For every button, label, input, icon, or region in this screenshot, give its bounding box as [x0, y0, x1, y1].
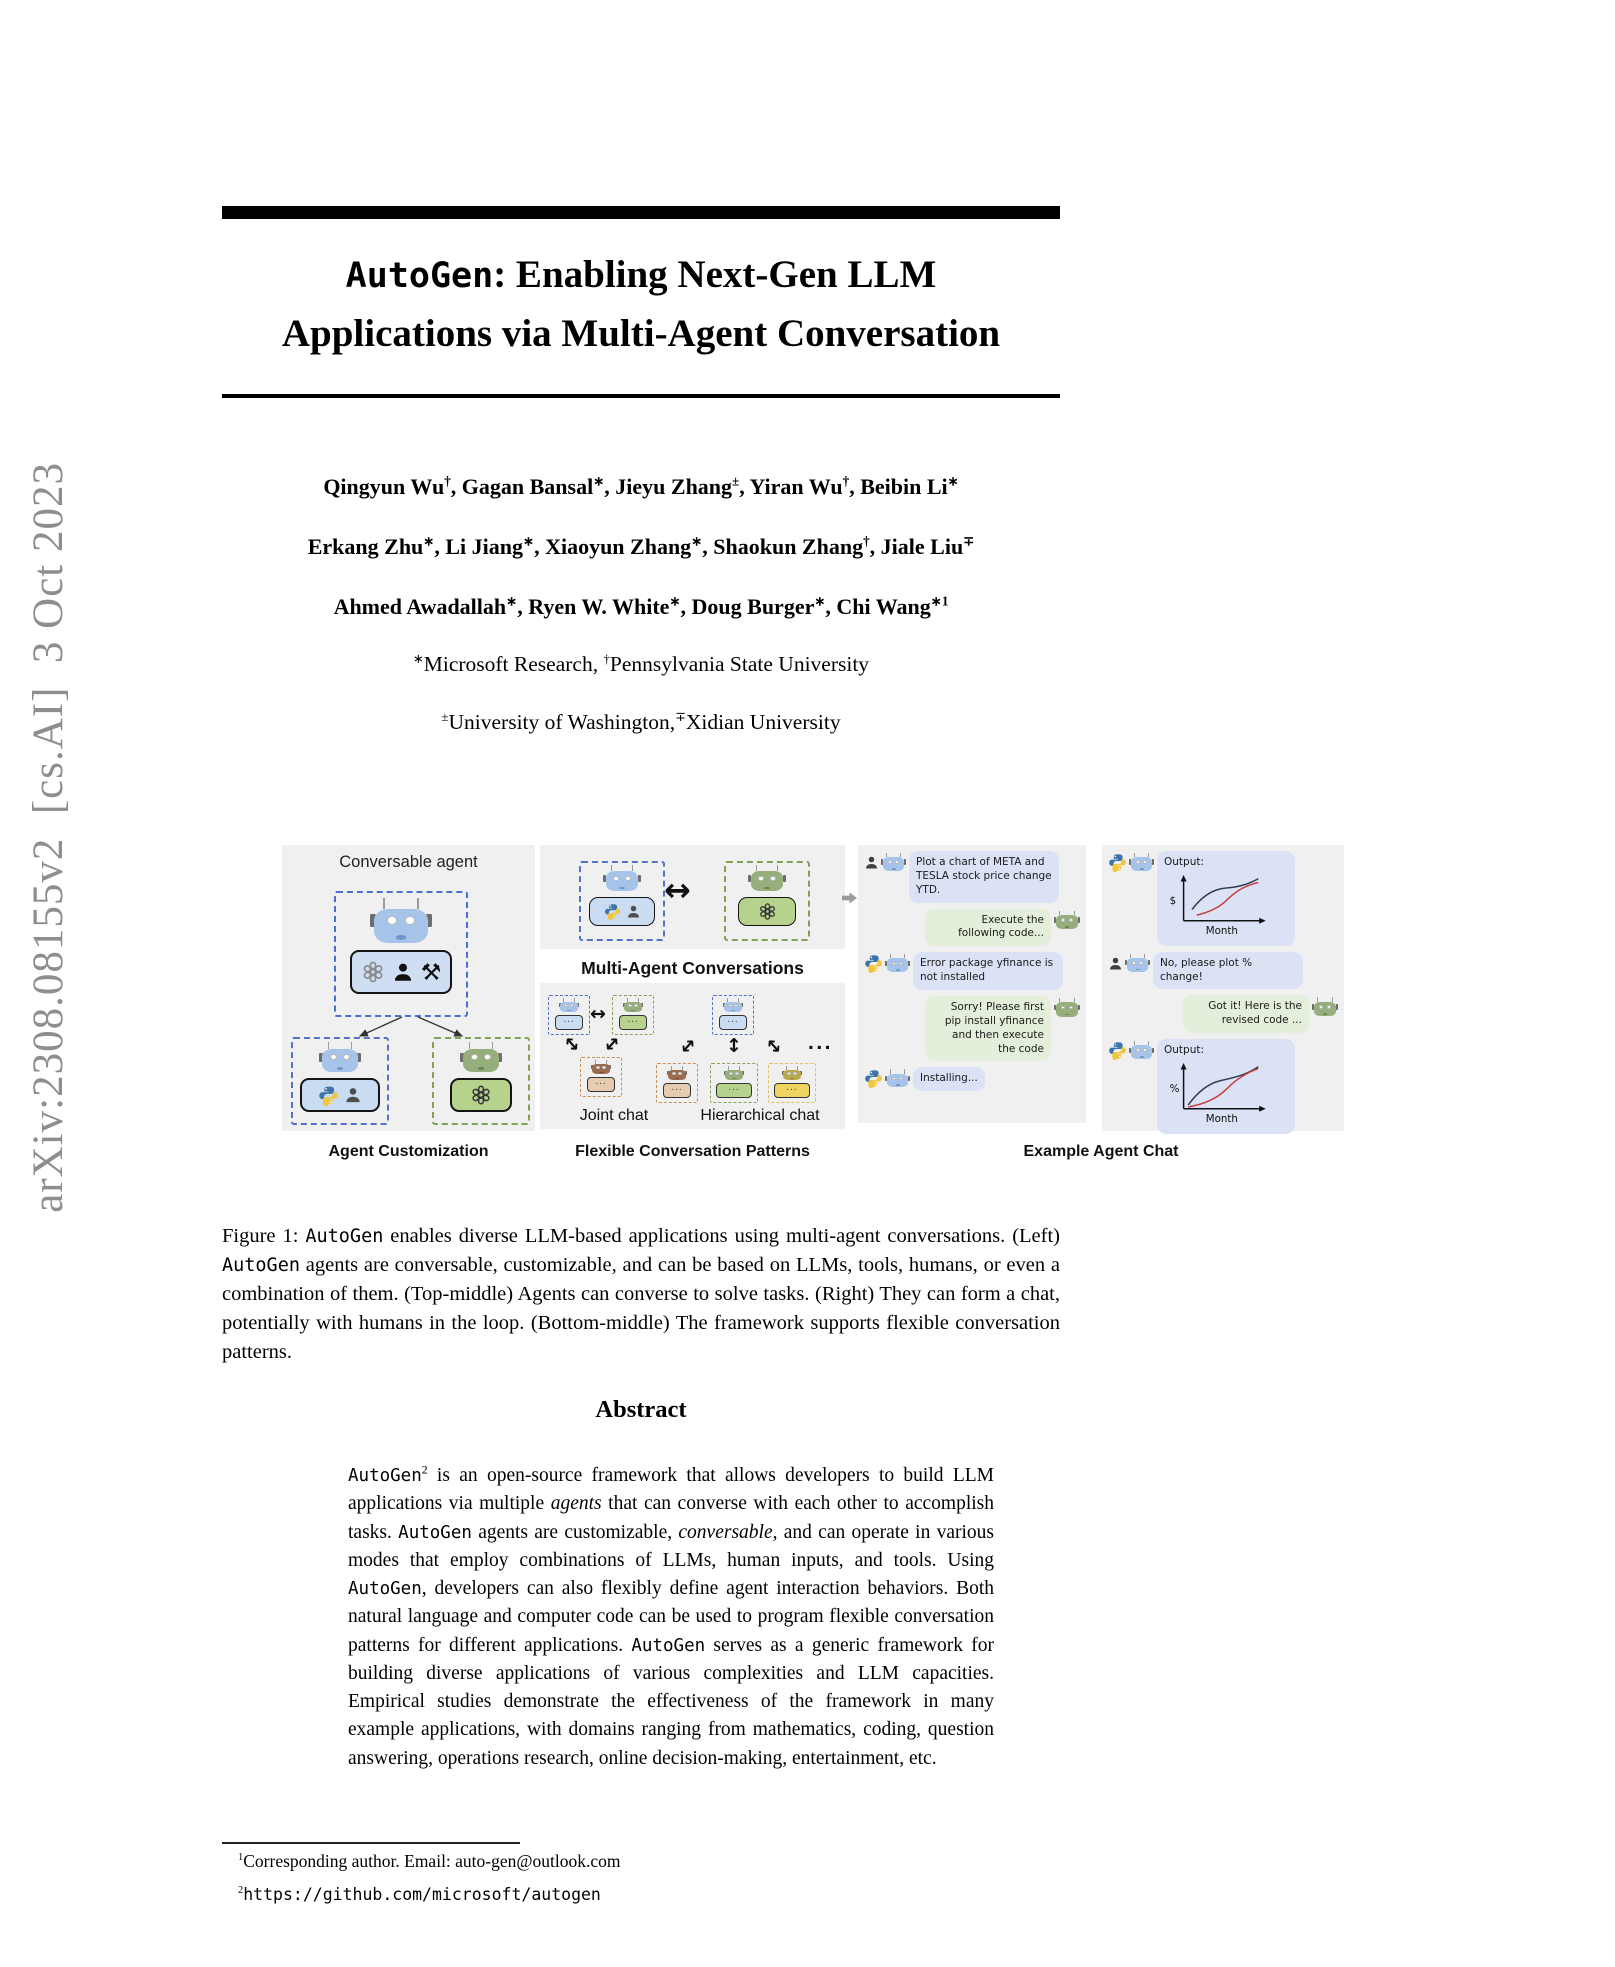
text-segment: , Gagan Bansal — [450, 474, 594, 499]
text-segment: ∗ — [947, 473, 959, 489]
text-segment: University of Washington, — [448, 710, 676, 734]
output-plot — [1164, 894, 1276, 939]
chat-message — [1108, 952, 1338, 990]
text-segment: AutoGen — [348, 1466, 422, 1486]
robot-part — [1140, 1056, 1144, 1058]
chat-bubble — [1157, 1039, 1295, 1134]
paper-title — [222, 246, 1060, 363]
sender-icons — [1108, 851, 1154, 872]
robot-part — [634, 1004, 637, 1007]
robot-part — [1323, 1013, 1327, 1015]
person-icon — [1108, 956, 1123, 971]
chat-text: Error package yfinance is not installed — [920, 957, 1054, 984]
author-line-2 — [222, 534, 1060, 560]
double-arrow-icon: ↔ — [598, 1030, 626, 1058]
text-segment: 2 — [421, 1463, 428, 1477]
robot-part — [351, 1042, 352, 1049]
chat-text: Got it! Here is the revised code ... — [1208, 1000, 1302, 1027]
text-segment: , Li Jiang — [434, 534, 523, 559]
robot-icon — [724, 1066, 744, 1081]
panel-agent-customization — [282, 845, 535, 1131]
robot-part — [564, 1004, 567, 1007]
chat-message — [864, 851, 1080, 903]
sender-icons — [864, 952, 910, 973]
robot-part — [1069, 918, 1073, 922]
person-icon — [392, 961, 414, 983]
text-segment: Applications via Multi-Agent Conversation — [281, 311, 1001, 355]
robot-part — [478, 1067, 485, 1070]
robot-part — [1078, 917, 1080, 922]
robot-icon — [591, 1060, 611, 1075]
chat-message — [864, 1067, 1080, 1091]
title-line-2 — [222, 305, 1060, 364]
person-icon — [864, 855, 879, 870]
abstract-heading: Abstract — [595, 1396, 687, 1423]
conversable-agent-label: Conversable agent — [339, 853, 478, 871]
sender-icons — [1108, 1039, 1154, 1060]
person-icon — [626, 904, 641, 919]
text-segment: , Beibin Li — [849, 474, 948, 499]
robot-part — [1136, 860, 1140, 864]
tiny-pill: ... — [587, 1077, 615, 1092]
text-segment: Qingyun Wu — [323, 474, 445, 499]
chat-text: Plot a chart of META and TESLA stock price change YTD. — [916, 856, 1052, 896]
robot-part — [625, 876, 631, 881]
sender-icons — [1108, 952, 1150, 973]
openai-icon — [361, 960, 385, 984]
chat-bubble — [913, 952, 1063, 990]
robot-part — [1078, 1005, 1080, 1010]
text-segment: , developers can also flexibly define agent interaction behaviors. Both natural language and computer code can be used to program flexible conversation patterns for different applications. — [348, 1578, 994, 1656]
robot-part — [908, 1076, 910, 1081]
robot-icon — [319, 1042, 361, 1074]
robot-icon — [885, 1069, 910, 1088]
tiny-pill: ... — [774, 1083, 810, 1098]
robot-part — [1152, 859, 1154, 864]
text-segment: ∗ — [523, 533, 535, 549]
text-segment: agents are conversable, customizable, and can be based on LLMs, tools, humans, or even a combination of them. (Top-middle) Agents can converse to solve tasks. (Right) They can form a chat, potentially with humans in the loop. (Bottom-middle) The framework supports flexible conversation patterns. — [222, 1254, 1060, 1364]
tools-icon: ⚒ — [420, 958, 442, 985]
robot-part — [896, 1084, 900, 1086]
svg-text:$: $ — [1169, 894, 1177, 907]
sender-icons — [1054, 909, 1080, 931]
figure-1 — [240, 845, 1360, 1175]
robot-icon — [1129, 1041, 1154, 1060]
robot-part — [728, 1004, 731, 1007]
text-segment: 2 — [238, 1885, 244, 1897]
robot-part — [729, 1072, 732, 1075]
chat-bubble — [1153, 952, 1303, 990]
text-segment: , Ryen W. White — [517, 594, 670, 619]
text-segment: ∗ — [691, 533, 703, 549]
tiny-pill: ... — [663, 1083, 691, 1098]
robot-icon — [885, 954, 910, 973]
text-segment: AutoGen — [345, 256, 494, 296]
double-arrow-icon: ↔ — [558, 1030, 586, 1058]
output-plot — [1164, 1082, 1276, 1127]
text-segment: enables diverse LLM-based applications using multi-agent conversations. (Left) — [383, 1225, 1060, 1247]
text-segment: ± — [441, 709, 449, 724]
robot-part — [1132, 961, 1136, 965]
text-segment: agents — [550, 1493, 602, 1515]
chat-text: Installing... — [920, 1072, 978, 1085]
tiny-pill: ... — [555, 1015, 583, 1030]
caption-agent-customization: Agent Customization — [328, 1143, 489, 1160]
robot-part — [672, 1072, 675, 1075]
double-arrow-icon: ↔ — [674, 1032, 702, 1060]
double-arrow-icon: ↔ — [590, 1003, 606, 1025]
robot-part — [632, 865, 633, 871]
robot-icon — [1054, 998, 1080, 1018]
affiliation-line-2 — [222, 710, 1060, 735]
svg-text:Month: Month — [1205, 924, 1238, 936]
chat-bubble — [1157, 851, 1295, 946]
tiny-agent-green — [612, 995, 654, 1035]
hierarchical-chat-label: Hierarchical chat — [700, 1107, 820, 1124]
robot-part — [1327, 1005, 1331, 1009]
text-segment: Pennsylvania State University — [609, 652, 870, 676]
text-segment: AutoGen — [631, 1635, 706, 1656]
robot-icon — [782, 1066, 802, 1081]
tiny-agent-brown — [656, 1063, 698, 1103]
tiny-pill: ... — [716, 1083, 752, 1098]
robot-part — [628, 1004, 631, 1007]
capability-pill — [450, 1078, 512, 1112]
robot-part — [343, 1054, 350, 1060]
robot-icon — [1125, 954, 1150, 973]
robot-part — [896, 969, 900, 971]
robot-part — [1332, 997, 1333, 1001]
sender-icons — [864, 851, 906, 872]
robot-part — [892, 1077, 896, 1081]
text-segment: AutoGen — [222, 1255, 300, 1277]
text-segment: AutoGen — [348, 1579, 422, 1600]
text-segment: ∗ — [593, 473, 605, 489]
caption-flexible-patterns: Flexible Conversation Patterns — [575, 1143, 810, 1160]
text-segment: , Jiale Liu — [869, 534, 964, 559]
text-segment: † — [863, 533, 870, 549]
text-segment: † — [842, 473, 850, 489]
ellipsis-label: ... — [808, 1031, 834, 1054]
chat-message — [864, 996, 1080, 1061]
agent-box-llm-human — [291, 1037, 389, 1125]
robot-icon — [748, 865, 786, 893]
svg-text:%: % — [1169, 1082, 1180, 1095]
multi-agent-conversations-label: Multi-Agent Conversations — [581, 958, 804, 978]
text-segment: ∗ — [506, 593, 518, 609]
text-segment: , Xiaoyun Zhang — [534, 534, 692, 559]
title-rule-top — [222, 206, 1060, 219]
text-segment: Ahmed Awadallah — [333, 594, 507, 619]
python-icon — [1108, 1041, 1127, 1060]
robot-part — [417, 898, 419, 909]
robot-part — [888, 860, 892, 864]
author-line-3 — [222, 594, 1060, 620]
python-icon — [1108, 853, 1127, 872]
capability-pill — [589, 897, 655, 926]
panel-multi-agent-conversations — [540, 845, 845, 949]
robot-part — [328, 1042, 329, 1049]
robot-part — [904, 859, 906, 864]
chat-bubble — [909, 851, 1059, 903]
text-segment: ∗ — [814, 593, 826, 609]
svg-text:Month: Month — [1205, 1112, 1238, 1125]
arxiv-watermark: arXiv:2308.08155v2 [cs.AI] 3 Oct 2023 — [25, 462, 72, 1213]
abstract-body — [348, 1462, 994, 1773]
tiny-pill: ... — [719, 1015, 747, 1030]
text-segment: ∓ — [675, 709, 686, 724]
text-segment: is an open-source framework that allows developers to build LLM applications via multiple — [348, 1465, 994, 1515]
robot-part — [469, 1042, 470, 1049]
chat-panel-right — [1102, 845, 1344, 1131]
robot-part — [1139, 961, 1143, 965]
chat-text: Execute the following code... — [958, 913, 1044, 940]
tiny-agent-brown — [580, 1057, 622, 1097]
robot-part — [770, 876, 776, 881]
robot-part — [602, 1066, 605, 1069]
tiny-pill: ... — [619, 1015, 647, 1030]
robot-part — [892, 868, 896, 870]
chat-bubble — [1183, 995, 1309, 1033]
robot-part — [1140, 868, 1144, 870]
robot-part — [1152, 1048, 1154, 1053]
text-segment: ∗ — [669, 593, 681, 609]
python-icon — [318, 1085, 339, 1106]
flow-arrow-icon — [842, 891, 857, 910]
chat-bubble — [913, 1067, 985, 1091]
capability-pill — [350, 950, 452, 994]
robot-part — [678, 1072, 681, 1075]
branch-arrows — [282, 1015, 535, 1039]
python-icon — [864, 954, 883, 973]
joint-chat-label: Joint chat — [579, 1107, 649, 1124]
robot-part — [492, 1042, 493, 1049]
sender-icons — [1312, 995, 1338, 1017]
text-segment: serves as a generic framework for building diverse applications of various complexities and LLM capacities. Empirical studies demonstrate the effectiveness of the framework in many example applications, with domains ranging from mathematics, coding, question answering, operations research, online decision-making, entertainment, etc. — [348, 1634, 994, 1769]
chat-text: Output: — [1164, 1044, 1205, 1057]
affiliation-line-1 — [222, 652, 1060, 677]
footnote-1 — [238, 1851, 998, 1872]
chat-message — [1108, 995, 1338, 1033]
chat-panel-left — [858, 845, 1086, 1123]
robot-icon — [623, 998, 643, 1013]
tiny-agent-blue — [548, 995, 590, 1035]
robot-part — [570, 1004, 573, 1007]
text-segment: AutoGen — [398, 1522, 472, 1543]
python-icon — [864, 1069, 883, 1088]
text-segment: 1 — [238, 1852, 244, 1864]
text-segment: Corresponding author. Email: auto-gen@outlook.com — [243, 1851, 621, 1871]
tiny-agent-yellow — [768, 1063, 816, 1103]
robot-part — [1148, 960, 1150, 965]
text-segment: : Enabling Next-Gen LLM — [493, 253, 937, 296]
person-icon — [344, 1086, 362, 1104]
chat-message — [1108, 1039, 1338, 1134]
chat-bubble — [925, 996, 1051, 1061]
tiny-agent-green — [710, 1063, 758, 1103]
robot-part — [892, 962, 896, 966]
text-segment: ∗ — [423, 533, 435, 549]
robot-icon — [1129, 853, 1154, 872]
robot-part — [735, 1072, 738, 1075]
text-segment: Erkang Zhu — [307, 534, 424, 559]
text-segment: Figure 1: — [222, 1225, 306, 1247]
robot-part — [1336, 1004, 1338, 1009]
capability-pill — [300, 1078, 380, 1112]
robot-icon — [370, 898, 432, 946]
chat-bubble — [925, 909, 1051, 947]
github-link[interactable]: https://github.com/microsoft/autogen — [243, 1885, 601, 1904]
robot-part — [596, 1066, 599, 1069]
robot-icon — [1312, 997, 1338, 1017]
chat-message — [1108, 851, 1338, 946]
robot-icon — [723, 998, 743, 1013]
capability-pill — [738, 897, 796, 926]
text-segment: ∓ — [963, 533, 975, 549]
agent-box-llm — [724, 861, 810, 941]
text-segment: , Doug Burger — [680, 594, 815, 619]
robot-part — [1136, 969, 1140, 971]
text-segment: , Jieyu Zhang — [604, 474, 733, 499]
robot-part — [1319, 1005, 1323, 1009]
robot-part — [1136, 1048, 1140, 1052]
text-segment: , Shaokun Zhang — [702, 534, 864, 559]
openai-icon — [470, 1084, 492, 1106]
robot-part — [387, 916, 397, 925]
text-segment: † — [603, 651, 610, 666]
robot-part — [638, 875, 641, 883]
text-segment: † — [444, 473, 451, 489]
author-line-1 — [222, 474, 1060, 500]
text-segment: , and can operate in various modes that employ combinations of LLMs, human inputs, and tools. Using — [348, 1521, 995, 1571]
text-segment: ∗1 — [930, 593, 949, 609]
robot-part — [396, 935, 406, 939]
footnote-rule — [222, 1842, 520, 1844]
caption-example-agent-chat: Example Agent Chat — [1023, 1143, 1179, 1160]
robot-icon — [603, 865, 641, 893]
chat-message — [864, 909, 1080, 947]
robot-part — [337, 1067, 344, 1070]
vertical-double-arrow-icon: ↕ — [726, 1035, 742, 1057]
tiny-agent-blue — [712, 995, 754, 1035]
python-icon — [604, 903, 621, 920]
chat-text: No, please plot % change! — [1160, 956, 1253, 983]
robot-part — [908, 961, 910, 966]
chat-text: Sorry! Please first pip install yfinance and then execute the code — [944, 1001, 1044, 1055]
chat-message — [864, 952, 1080, 990]
robot-part — [484, 1054, 491, 1060]
agent-box-llm — [432, 1037, 530, 1125]
title-rule-bottom — [222, 394, 1060, 398]
robot-part — [787, 1072, 790, 1075]
robot-part — [1065, 926, 1069, 928]
conversable-agent-box — [334, 891, 468, 1017]
double-arrow-icon: ↔ — [664, 871, 691, 909]
text-segment: , Chi Wang — [825, 594, 931, 619]
text-segment: agents are customizable, — [471, 1521, 679, 1543]
text-segment: AutoGen — [305, 1226, 384, 1247]
robot-part — [783, 875, 786, 883]
robot-icon — [1054, 911, 1080, 931]
robot-part — [734, 1004, 737, 1007]
robot-part — [383, 898, 385, 909]
agent-box-llm-human — [579, 861, 665, 941]
text-segment: Microsoft Research, — [423, 652, 604, 676]
text-segment: conversable — [678, 1521, 773, 1543]
sender-icons — [1054, 996, 1080, 1018]
double-arrow-icon: ↔ — [760, 1032, 788, 1060]
robot-part — [793, 1072, 796, 1075]
text-segment: Xidian University — [685, 710, 841, 734]
robot-icon — [559, 998, 579, 1013]
robot-icon — [881, 853, 906, 872]
robot-icon — [460, 1042, 502, 1074]
figure-caption — [222, 1222, 1060, 1368]
openai-icon — [758, 902, 777, 921]
robot-part — [904, 1069, 905, 1073]
title-line-1 — [222, 246, 1060, 305]
robot-part — [777, 865, 778, 871]
robot-part — [890, 1069, 891, 1073]
text-segment: that can converse with each other to accomplish tasks. — [348, 1493, 994, 1543]
robot-icon — [667, 1066, 687, 1081]
chat-text: Output: — [1164, 856, 1205, 868]
text-segment: ± — [732, 473, 740, 489]
footnote-2 — [238, 1884, 998, 1905]
text-segment: ∗ — [412, 651, 424, 666]
panel-conversation-patterns — [540, 983, 845, 1129]
sender-icons — [864, 1067, 910, 1088]
text-segment: , Yiran Wu — [739, 474, 843, 499]
